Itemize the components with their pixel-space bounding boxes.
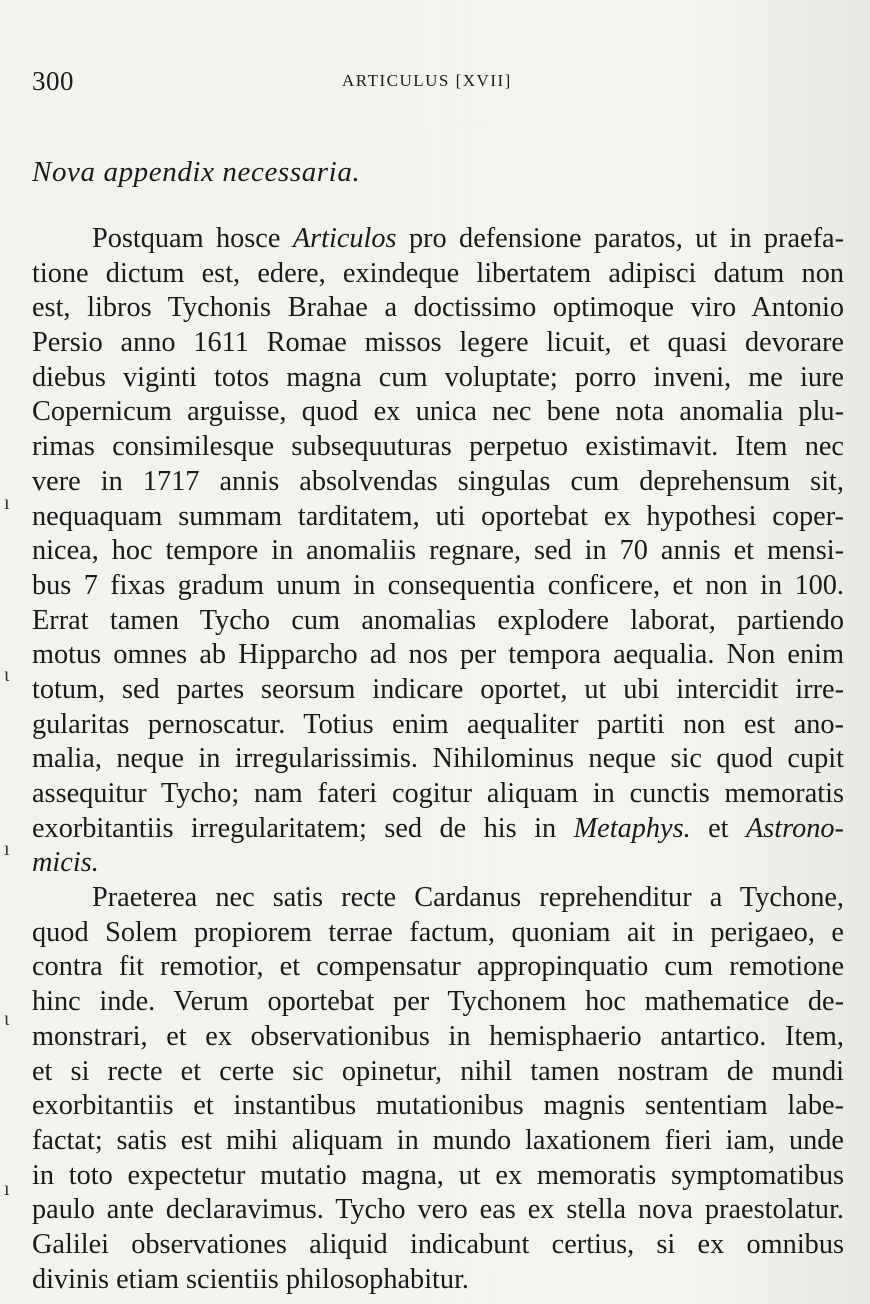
- text-line: [32, 569, 844, 604]
- text-segment: exorbitantiis irregularitatem; sed de his in: [32, 812, 574, 844]
- text-segment: assequitur Tycho; nam fateri cogitur aliquam in cunctis memoratis: [32, 778, 844, 809]
- text-segment: divinis etiam scientiis philosophabitur.: [32, 1263, 469, 1295]
- text-segment: hinc inde. Verum oportebat per Tychonem hoc mathematice de-: [32, 986, 844, 1018]
- text-segment: Copernicum arguisse, quod ex unica nec bene nota anomalia plu-: [32, 396, 844, 428]
- text-segment: et si recte et certe sic opinetur, nihil tamen nostram de mundi: [32, 1055, 844, 1087]
- text-segment: Praeterea nec satis recte Cardanus reprehenditur a Tychone,: [92, 882, 844, 914]
- text-segment: in toto expectetur mutatio magna, ut ex memoratis symptomatibus: [32, 1159, 844, 1191]
- text-line: [32, 500, 844, 535]
- text-line: [32, 742, 844, 777]
- text-line: [32, 361, 844, 396]
- page-number: 300: [32, 66, 74, 96]
- italic-text: Astrono-: [745, 812, 844, 844]
- text-segment: Postquam hosce: [92, 223, 293, 254]
- text-line: [32, 604, 844, 639]
- text-segment: et: [690, 812, 746, 844]
- text-segment: exorbitantiis et instantibus mutationibus magnis sententiam labe-: [32, 1090, 844, 1122]
- margin-marker: ı: [4, 838, 10, 860]
- text-segment: bus 7 fixas gradum unum in consequentia conficere, et non in 100.: [32, 569, 844, 601]
- text-segment: diebus viginti totos magna cum voluptate; porro inveni, me iure: [32, 361, 844, 393]
- text-segment: rimas consimilesque subsequuturas perpetuo existimavit. Item nec: [32, 431, 844, 463]
- text-segment: contra fit remotior, et compensatur appropinquatio cum remotione: [32, 951, 844, 983]
- text-line: [32, 430, 844, 465]
- text-line: [32, 1020, 844, 1055]
- text-line: [32, 1193, 844, 1228]
- text-segment: Persio anno 1611 Romae missos legere licuit, et quasi devorare: [32, 327, 844, 359]
- text-segment: paulo ante declaravimus. Tycho vero eas ex stella nova praestolatur.: [32, 1194, 844, 1226]
- text-line: [32, 291, 844, 326]
- margin-marker: ɩ: [4, 664, 10, 686]
- text-segment: motus omnes ab Hipparcho ad nos per tempora aequalia. Non enim: [32, 639, 844, 671]
- text-segment: quod Solem propiorem terrae factum, quoniam ait in perigaeo, e: [32, 916, 844, 948]
- section-heading: Nova appendix necessaria.: [32, 156, 361, 188]
- text-line: [32, 1228, 844, 1263]
- italic-text: Metaphys.: [573, 812, 691, 844]
- text-line: [32, 673, 844, 708]
- text-line: [32, 222, 844, 257]
- text-line: [32, 777, 844, 812]
- text-line: [32, 638, 844, 673]
- margin-marker: ı: [4, 492, 10, 514]
- text-line: [32, 1159, 844, 1194]
- text-segment: totum, sed partes seorsum indicare oportet, ut ubi intercidit irre-: [32, 673, 844, 705]
- running-title: ARTICULUS [XVII]: [342, 71, 512, 90]
- text-segment: malia, neque in irregularissimis. Nihilominus neque sic quod cupit: [32, 743, 844, 775]
- italic-text: Articulos: [292, 223, 397, 254]
- margin-marker: ı: [4, 1178, 10, 1200]
- text-segment: tione dictum est, edere, exindeque libertatem adipisci datum non: [32, 257, 844, 289]
- text-line: [32, 257, 844, 292]
- text-segment: vere in 1717 annis absolvendas singulas cum deprehensum sit,: [32, 465, 844, 497]
- text-line: [32, 846, 844, 881]
- text-line: [32, 465, 844, 500]
- text-line: [32, 985, 844, 1020]
- text-line: [32, 1124, 844, 1159]
- text-segment: Errat tamen Tycho cum anomalias explodere laborat, partiendo: [32, 604, 844, 636]
- text-segment: est, libros Tychonis Brahae a doctissimo optimoque viro Antonio: [32, 292, 844, 324]
- italic-text: micis.: [32, 847, 99, 879]
- text-line: [32, 708, 844, 743]
- margin-marker: ɩ: [4, 1008, 10, 1030]
- text-line: [32, 881, 844, 916]
- body-text: [32, 222, 844, 1297]
- text-line: [32, 1089, 844, 1124]
- text-line: [32, 1263, 844, 1298]
- text-segment: pro defensione paratos, ut in praefa-: [396, 223, 845, 254]
- text-segment: monstrari, et ex observationibus in hemisphaerio antartico. Item,: [32, 1020, 844, 1052]
- text-line: [32, 395, 844, 430]
- margin-line-markers: [0, 0, 30, 1304]
- text-line: [32, 812, 844, 847]
- text-segment: nequaquam summam tarditatem, uti oportebat ex hypothesi coper-: [32, 500, 844, 532]
- text-segment: nicea, hoc tempore in anomaliis regnare, sed in 70 annis et mensi-: [32, 535, 844, 567]
- text-line: [32, 326, 844, 361]
- running-head: [32, 66, 842, 102]
- text-segment: gularitas pernoscatur. Totius enim aequaliter partiti non est ano-: [32, 708, 844, 740]
- text-line: [32, 916, 844, 951]
- text-line: [32, 1055, 844, 1090]
- text-segment: Galilei observationes aliquid indicabunt certius, si ex omnibus: [32, 1228, 844, 1260]
- text-line: [32, 534, 844, 569]
- text-line: [32, 950, 844, 985]
- text-segment: factat; satis est mihi aliquam in mundo laxationem fieri iam, unde: [32, 1124, 844, 1156]
